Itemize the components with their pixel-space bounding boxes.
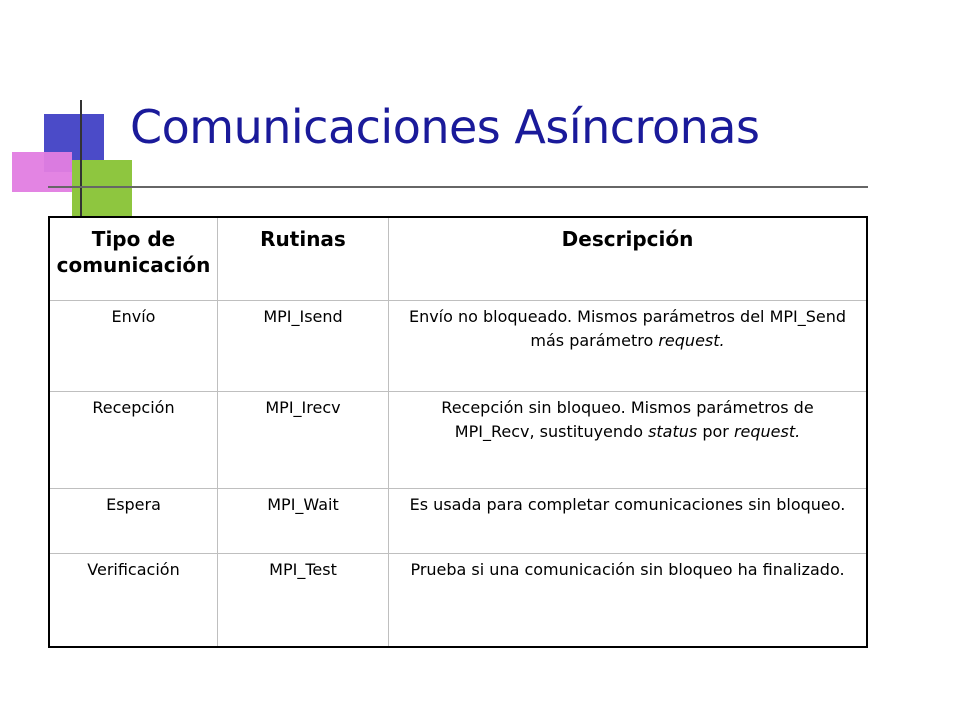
cell-tipo: Envío xyxy=(49,301,218,392)
table-row xyxy=(49,489,867,554)
cell-descripcion xyxy=(389,554,868,648)
slide-title: Comunicaciones Asíncronas xyxy=(130,100,760,154)
cell-rutina: MPI_Isend xyxy=(218,301,389,392)
header-rutinas: Rutinas xyxy=(218,217,389,301)
cell-rutina: MPI_Test xyxy=(218,554,389,648)
cell-tipo: Espera xyxy=(49,489,218,554)
cell-rutina: MPI_Wait xyxy=(218,489,389,554)
desc-text: Envío no bloqueado. Mismos parámetros del MPI_Send más parámetro xyxy=(408,307,847,350)
table-row xyxy=(49,392,867,489)
cell-descripcion xyxy=(389,301,868,392)
header-descripcion: Descripción xyxy=(389,217,868,301)
cell-tipo: Verificación xyxy=(49,554,218,648)
desc-text: Es usada para completar comunicaciones sin bloqueo. xyxy=(409,495,846,514)
header-tipo: Tipo de comunicación xyxy=(49,217,218,301)
title-underline xyxy=(48,186,868,188)
desc-emphasis: request. xyxy=(733,422,801,441)
mpi-routines-table xyxy=(48,216,868,648)
desc-text: por xyxy=(697,422,734,441)
desc-text: Recepción sin bloqueo. Mismos parámetros de MPI_Recv, sustituyendo xyxy=(441,398,814,441)
cell-tipo: Recepción xyxy=(49,392,218,489)
table-row xyxy=(49,301,867,392)
desc-text: Prueba si una comunicación sin bloqueo ha finalizado. xyxy=(410,560,845,579)
desc-emphasis: request. xyxy=(658,331,725,350)
decor-vertical-line xyxy=(80,100,82,218)
table-header-row xyxy=(49,217,867,301)
cell-descripcion xyxy=(389,392,868,489)
table-row xyxy=(49,554,867,648)
cell-rutina: MPI_Irecv xyxy=(218,392,389,489)
desc-emphasis: status xyxy=(648,422,698,441)
cell-descripcion xyxy=(389,489,868,554)
